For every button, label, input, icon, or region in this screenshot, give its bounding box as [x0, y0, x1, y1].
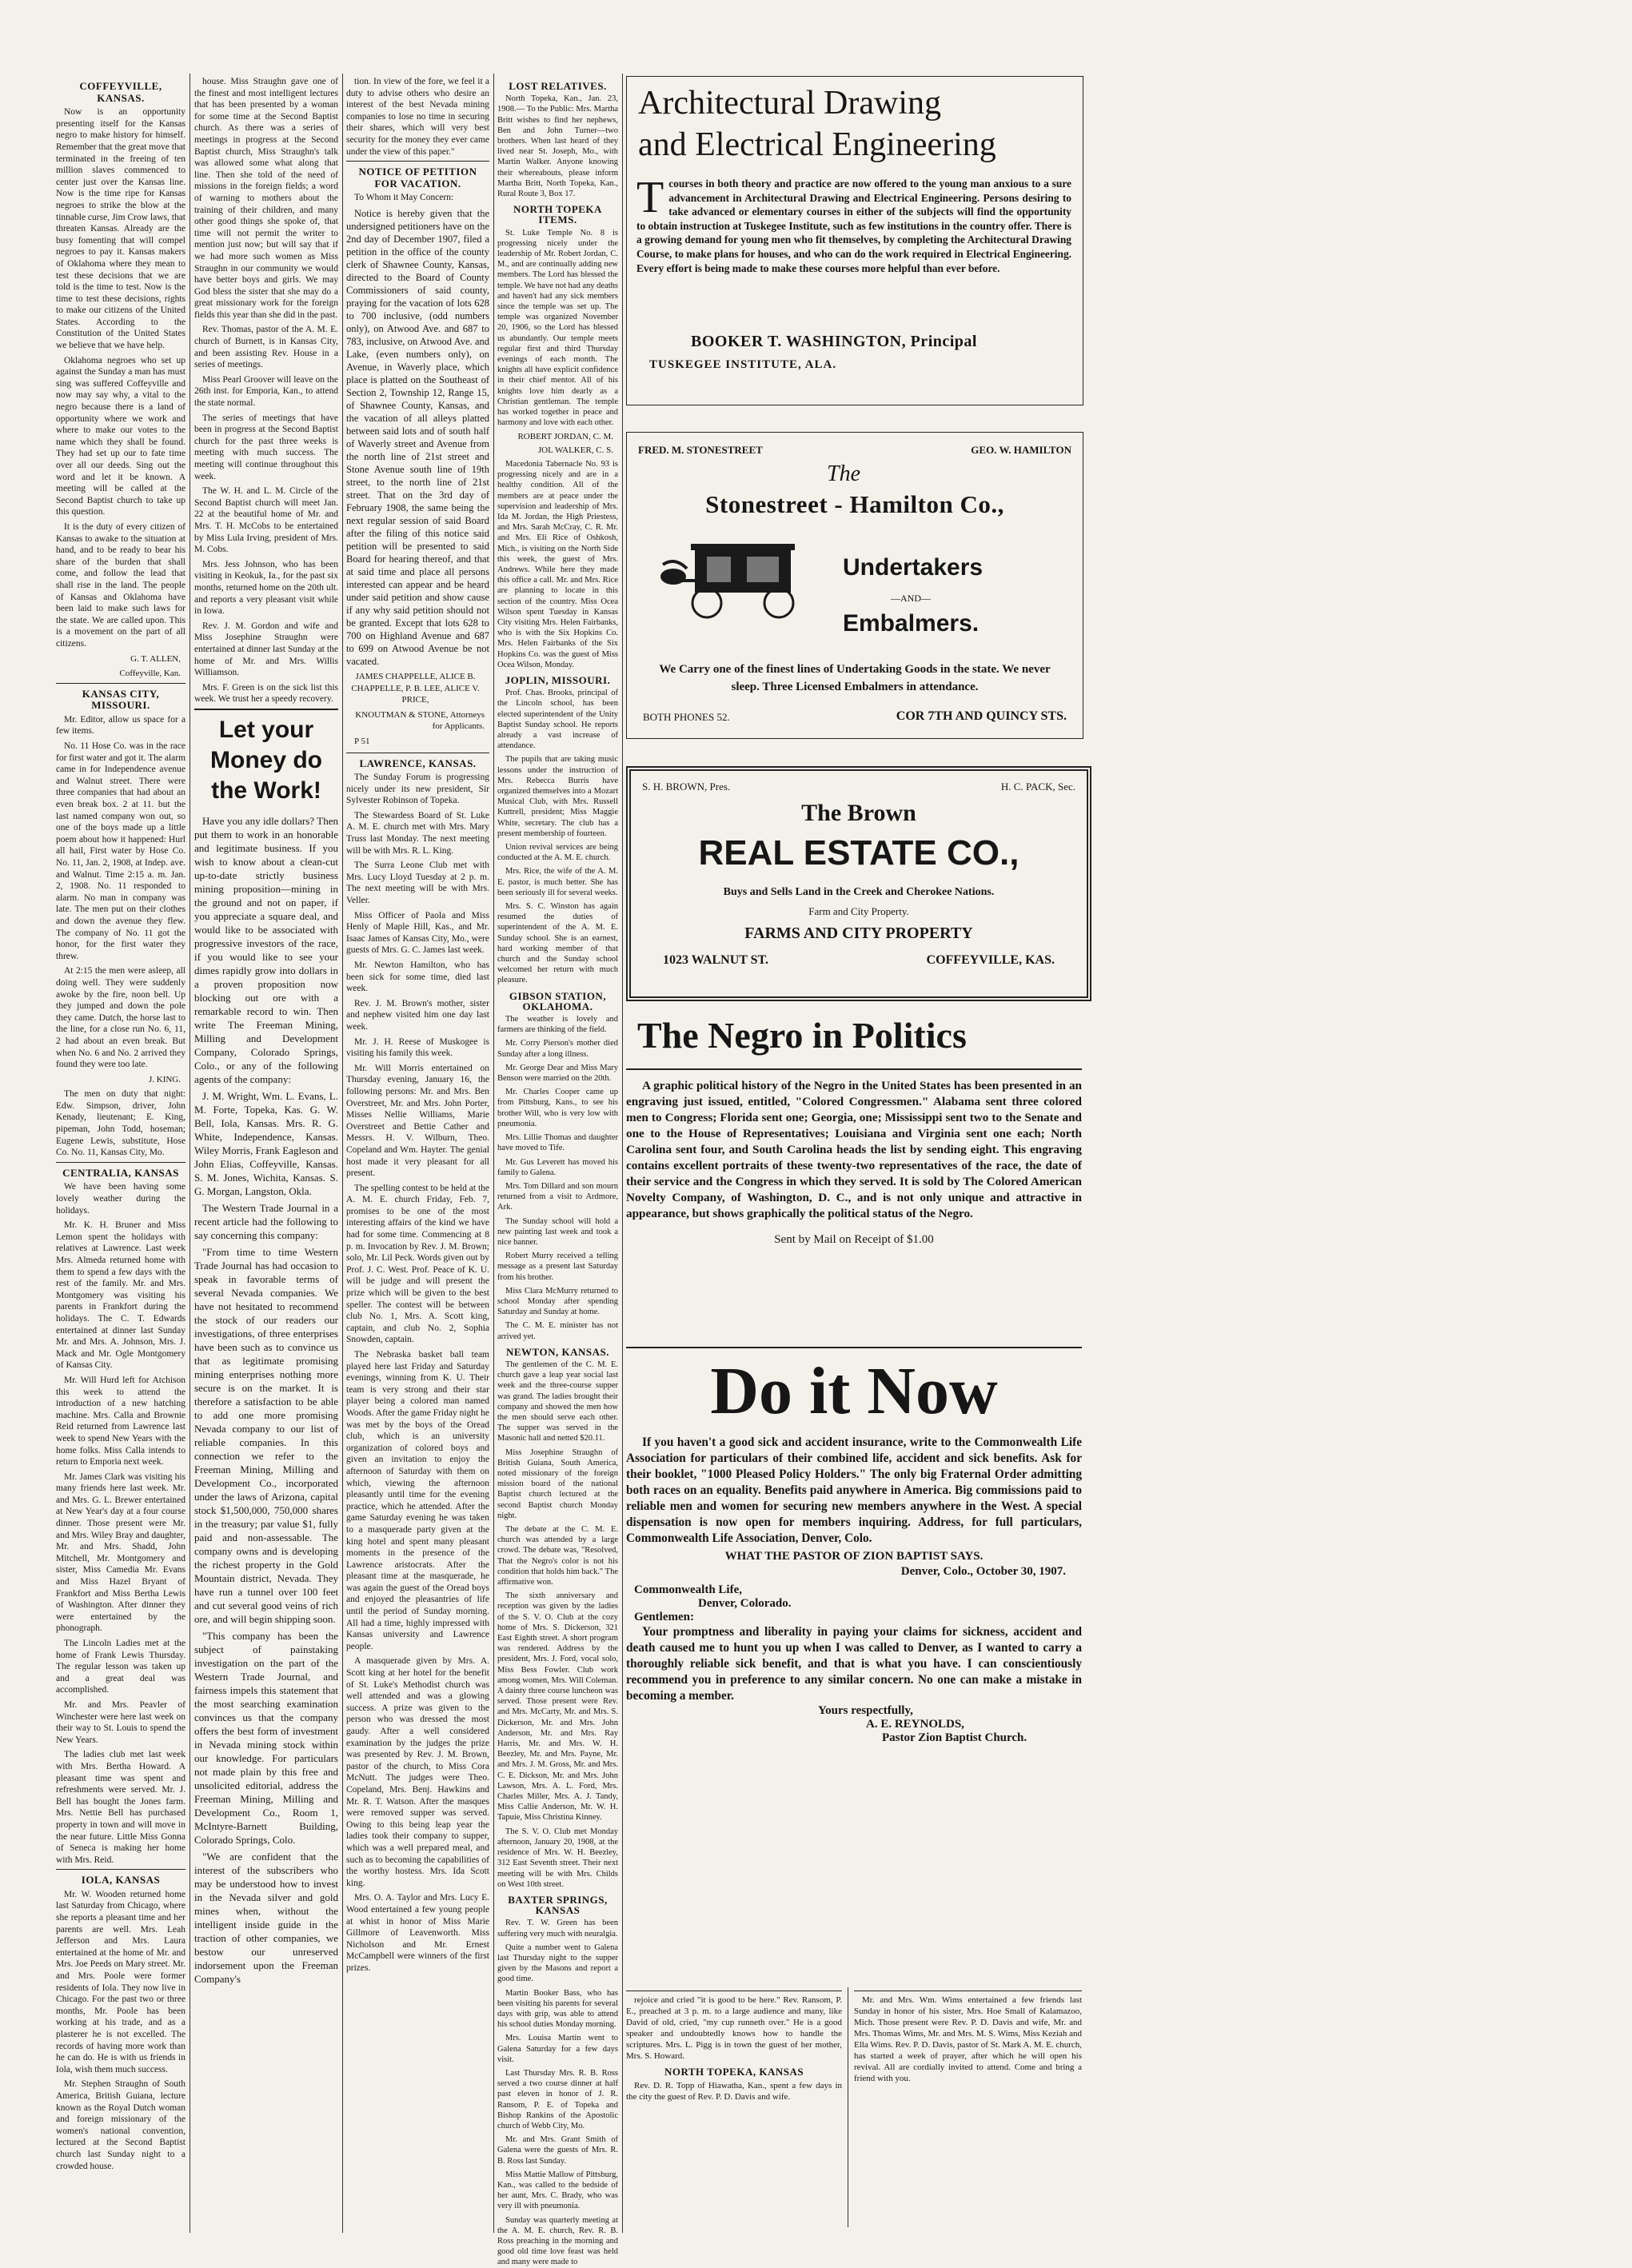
arch-title: Architectural Drawing — [638, 85, 942, 122]
paragraph: We have been having some lovely weather during the holidays. — [56, 1182, 186, 1216]
headline: CENTRALIA, KANSAS — [62, 1166, 179, 1179]
paragraph: Mr. Charles Cooper came up from Pittsburg, Kans., to see his brother Will, who is very low with pneumonia. — [497, 1088, 618, 1128]
buys-sells: Buys and Sells Land in the Creek and Cherokee Nations. — [723, 886, 995, 898]
do-it-now-ad — [626, 1344, 1082, 1967]
attorneys: KNOUTMAN & STONE, Attorneys for Applicants. — [355, 709, 485, 732]
paragraph: The sixth anniversary and reception was given by the ladies of the S. V. O. Club at the cozy home of Mrs. S. Dickerson, 321 East Eighth street. A short program was rendered. Address by the president, Mrs. J. Ford, vocal solo, Miss Bess Fowler. Club work among women, Mrs. Will Coleman. A dainty three course luncheon was served. Those present were Rev. and Mrs. McCarty, Mr. and Mrs. S. Dickerson, Mr. and Mrs. John Anderson, Mr. and Mrs. Ray Harris, Mr. and Mrs. W. H. Beezley, Mr. and Mrs. Payne, Mr. and Mrs. J. M. Gross, Mr. and Mrs. C. E. Dickson, Mr. and Mrs. John Lawson, Mrs. A. L. Ford, Mrs. Charles Miller, Mrs. A. J. Tandy, Miss Callie Anderson, Mr. W. H. Tapuie, Miss Christina Kinney. — [497, 1591, 618, 1823]
paragraph: Mr. and Mrs. Grant Smith of Galena were the guests of Mrs. R. B. Ross last Sunday. — [497, 2135, 618, 2166]
city: COFFEYVILLE, KAS. — [926, 953, 1055, 967]
architectural-ad — [626, 76, 1083, 405]
notice-number: P 51 — [354, 736, 370, 746]
paragraph: Mr. George Dear and Miss Mary Benson were married on the 20th. — [497, 1063, 618, 1084]
letter-to: Commonwealth Life, — [634, 1583, 742, 1596]
paragraph: Quite a number went to Galena last Thursday night to the supper given by the Masons and report a good time. — [497, 1943, 618, 1984]
paragraph: The W. H. and L. M. Circle of the Second Baptist church will meet Jan. 22 at the beautiful home of Mr. and Mrs. T. H. McCobs to be entertained by Miss Lula Irving, president of Mrs. M. Cobs. — [194, 486, 338, 555]
arch-body: Tcourses in both theory and practice are now offered to the young man anxious to a sure advancement in Architectural Drawing and Electrical Engineering. Persons desiring to take advanced or elementary courses in either of the subjects will find the opportunity to obtain instruction at Tuskegee Institute, such as few institutions in the country offer. There is a growing demand for young men who fit themselves, by completing the Architectural Drawing Course, to make plans for houses, and who can do the work required in Electrical Engineering. Every effort is being made to make these courses more helpful than ever before. — [636, 173, 1071, 274]
paragraph: Mr. Editor, allow us space for a few items. — [56, 714, 186, 737]
paragraph: Mr. Will Morris entertained on Thursday evening, January 16, the following persons: Mr. and Mrs. Ben Overstreet, Mr. and Mrs. John Porter, Misses Nellie Williams, Marie Overstreet and Bettie Cather and Messrs. H. V. Wilburn, Theo. Copeland and Wm. Hayter. The genial host made it very pleasant for all present. — [346, 1063, 489, 1179]
and-label: —AND— — [891, 593, 931, 604]
paragraph: The C. M. E. minister has not arrived yet. — [497, 1321, 618, 1341]
paragraph: Have you any idle dollars? Then put them to work in an honorable and legitimate business. If you wish to know about a clean-cut up-to-date strictly business mining proposition—mining in the ground and not on paper, if you appreciate a square deal, and would like to be associated with progressive investors of the race, if you would like to see your dimes rapidly grow into dollars in a proven proposition now blocking out ore with a remarkable record to win. Then write The Freeman Mining, Milling and Development Company, Colorado Springs, Colo., or any of the following agents of the company: — [194, 814, 338, 1085]
address: COR 7TH AND QUINCY STS. — [896, 709, 1067, 723]
paragraph: Mr. K. H. Bruner and Miss Lemon spent the holidays with relatives at Lawrence. Last week Mrs. Almeda returned home with them to spend a few days with the rest of the family. Mr. and Mrs. Montgomery was visiting his parents in Frankfort during the holidays. The C. T. Edwards entertained at dinner last Sunday Mr. and Mrs. A. Johnson, Mrs. J. Mack and Mr. Ogle Montgomery of Kansas City. — [56, 1220, 186, 1371]
paragraph: "This company has been the subject of painstaking investigation on the part of the Western Trade Journal, and fairness impels this statement that the most searching examination convinces us that the company offers the best form of investment in Nevada mining stock within our knowledge. For particulars not made plain by this free and unsolicited editorial, address the Freeman Mining, Milling and Development Co., Room 1, McIntyre-Barnett Building, Colorado Springs, Colo. — [194, 1629, 338, 1846]
undertakers-body: We Carry one of the finest lines of Undertaking Goods in the state. We never sleep. Three Licensed Embalmers in attendance. — [659, 663, 1051, 693]
paragraph: Oklahoma negroes who set up against the Sunday a man has must sing was suffered Coffeyville and now may say why, a vital to the negro because there is a land of opportunity where we work and where to make our votes to the name which they shall be found. They had set up our to fate time over all our deeds. Sing out the word and let it be known. A meeting will be called at the Second Baptist church to take up this question. — [56, 355, 186, 517]
letter-greeting: Gentlemen: — [634, 1611, 694, 1623]
paragraph: Mr. Gus Leverett has moved his family to Galena. — [497, 1157, 618, 1177]
paragraph: Macedonia Tabernacle No. 93 is progressing nicely and are in a healthy condition. All of the members are at peace under the supervision and leadership of Mrs. Ida M. Jordan, the High Priestess, and Mrs. Sarah McCray, C. R. Mr. and Mrs. Eli Rice of Oshkosh, Mich., is visiting on the North Side this week, the guest of Mrs. Andrews. While here they made this office a call. Mr. and Mrs. Rice are planning to locate in this section of the country. Miss Ocea Wilson spent Tuesday in Kansas City visiting Mrs. Helen Fairbanks, who is with the Six Hopkins Co. Mrs. Helen Fairbanks of the Six Hopkins Co. was the guest of Miss Ocea Wilson, Monday. — [497, 459, 618, 669]
paragraph: Mr. Stephen Straughn of South America, British Guiana, lecture known as the Royal Dutch woman and foreign missionary of the women's national convention, lectured at the Second Baptist church last Sunday night to a crowded house. — [56, 2079, 186, 2171]
paragraph: The Western Trade Journal in a recent article had the following to say concerning this company: — [194, 1201, 338, 1241]
column-rule — [493, 74, 494, 2233]
paragraph: Mr. Corry Pierson's mother died Sunday after a long illness. — [497, 1039, 618, 1059]
paragraph: Mr. and Mrs. Wm. Wims entertained a few friends last Sunday in honor of his sister, Mrs. Hoe Small of Kalamazoo, Mich. Those present were Rev. P. D. Davis and wife, Mr. and Mrs. Thomas Wims, Mr. and Mrs. M. S. Wims, Miss Keziah and Ella Wims. Rev. P. D. Davis, pastor of St. Mark A. M. E. church, has started a week of prayer, after which he will open his revival. All are cordially invited to attend. Come and bring a friend with you. — [854, 1995, 1082, 2083]
negro-politics-ad — [626, 1006, 1082, 1326]
real-estate-ad — [626, 766, 1091, 1001]
column-rule — [622, 74, 623, 2233]
headline: IOLA, KANSAS — [81, 1874, 161, 1887]
ad-body: If you haven't a good sick and accident insurance, write to the Commonwealth Life Association for particulars of their combined life, accident and sick benefits. Ask for their booklet, "1000 Pleased Policy Holders." The only big Fraternal Order admitting both races on an equality. Benefits paid anywhere in America. Big commissions paid to reliable men and women for securing new members anywhere in the West. A special dispensation is now open for members inquiring. Address, for full particulars, Commonwealth Life Association, Denver, Colo. — [626, 1435, 1082, 1545]
agents-list: J. M. Wright, Wm. L. Evans, L. M. Forte, Topeka, Kas. G. W. Bell, Iola, Kansas. Mrs. R. G. White, Independence, Kansas. Wiley Morris, Frank Eagleson and John Elias, Coffeyville, Kansas. S. M. Jones, Wichita, Kansas. S. G. Morgan, Langston, Okla. — [194, 1089, 338, 1197]
paragraph: The S. V. O. Club met Monday afternoon, January 20, 1908, at the residence of Mrs. W. H. Beezley, 312 East Seventh street. Their next meeting will be with Mrs. Childs on West 10th street. — [497, 1827, 618, 1889]
paragraph: rejoice and cried "it is good to be here." Rev. Ransom, P. E., preached at 3 p. m. to a large audience and many, like David of old, cried, "my cup runneth over." He is a good speaker and undoubtedly knows how to handle the scriptures. Mrs. L. Pigg is in town the guest of her mother, Mrs. S. Howard. — [626, 1995, 842, 2061]
money-ad-title: Let your Money do the Work! — [210, 716, 322, 804]
paragraph: The gentlemen of the C. M. E. church gave a leap year social last week and the three-course supper was grand. The ladies brought their company and showed the men how the men should serve each other. The supper was served in the Masonic hall and netted $20.11. — [497, 1360, 618, 1443]
paragraph: The series of meetings that have been in progress at the Second Baptist church for the past three weeks is meeting with much success. The meeting will continue throughout this week. — [194, 413, 338, 481]
paragraph: The Nebraska basket ball team played here last Friday and Saturday evenings, winning from K. U. Their team is very strong and their star player being a colored man named Woods. After the game Friday night he was met by the boys of the Oread club, which is an university organization of colored boys and given an invitation to enjoy the afternoon of Saturday with them on which, viewing the afternoon pleasantly until time for the evening practice, which he attended. After the game Saturday evening he was taken to a masquerade party given at the king hotel and spent many pleasant moments in the presence of the Lawrence aristocrats. After the pleasant time at the masquerade, he was again the guest of the Oread boys and enjoyed the pleasantries of life until the period of Sunday morning. All had a time, highly impressed with Kansas university and Lawrence people. — [346, 1350, 489, 1651]
headline: JOPLIN, MISSOURI. — [505, 673, 611, 686]
letter-close: Yours respectfully, — [818, 1704, 913, 1717]
street: 1023 WALNUT ST. — [663, 953, 769, 967]
paragraph: Sunday was quarterly meeting at the A. M. E. church, Rev. R. B. Ross preaching in the morning and good old time love feast was held and many were made to — [497, 2215, 618, 2267]
paragraph: North Topeka, Kan., Jan. 23, 1908.— To the Public: Mrs. Martha Britt wishes to find her nephews, Ben and John Turner—two brothers. When last heard of they lived near St. Joseph, Mo., with Martin Walker. Anyone knowing their whereabouts, please inform Martha Britt, North Topeka, Kan., Rural Route 3, Box 17. — [497, 94, 618, 199]
paragraph: The pupils that are taking music lessons under the instruction of Mrs. Rebecca Burris have organized themselves into a Mozart Musical Club, with Mrs. Russell Kuttrell, president; Miss Maggie White, secretary. The club has a present membership of fourteen. — [497, 755, 618, 838]
paragraph: Rev. T. W. Green has been suffering very much with neuralgia. — [497, 1919, 618, 1939]
hearse-icon — [659, 533, 819, 621]
paragraph: Mr. J. H. Reese of Muskogee is visiting his family this week. — [346, 1036, 489, 1059]
embalmers-label: Embalmers. — [843, 610, 980, 637]
signature: J. KING. — [148, 1074, 181, 1084]
paragraph: Miss Officer of Paola and Miss Henly of Maple Hill, Kas., and Mr. Isaac James of Kansas City, Mo., were guests of Mrs. G. C. James last week. — [346, 910, 489, 956]
paragraph: Rev. Thomas, pastor of the A. M. E. church of Burnett, is in Kansas City, and been assisting Rev. House in a series of meetings. — [194, 325, 338, 370]
letter-body: Your promptness and liberality in paying your claims for sickness, accident and death caused me to hunt you up when I was called to Denver, as I wanted to carry a thoroughly reliable sick benefit, and that is what you have. I can conscientiously recommend you in preference to any similar concern. No one can make a mistake in becoming a member. — [626, 1625, 1082, 1703]
column-rule — [342, 74, 343, 2233]
paragraph: The ladies club met last week with Mrs. Bertha Howard. A pleasant time was spent and refreshments were served. Mr. J. Bell has bought the Jones farm. Mrs. Nettie Bell has purchased property in town and will move in the near future. Little Miss Gonna of Seneca is making her home with Mrs. Reid. — [56, 1750, 186, 1865]
arch-institute: TUSKEGEE INSTITUTE, ALA. — [649, 358, 837, 371]
the-brown: The Brown — [801, 800, 916, 826]
paragraph: The Surra Leone Club met with Mrs. Lucy Lloyd Tuesday at 2 p. m. The next meeting will be with Mrs. Veller. — [346, 860, 489, 906]
paragraph: The Lincoln Ladies met at the home of Frank Lewis Thursday. The regular lesson was taken up and a great deal was accomplished. — [56, 1639, 186, 1695]
ad-subhead: WHAT THE PASTOR OF ZION BAPTIST SAYS. — [724, 1550, 984, 1563]
paragraph: Notice is hereby given that the undersigned petitioners have on the 2nd day of December 1907, filed a petition in the office of the county clerk of Shawnee County, Kansas, directed to the Board of County Commissioners of said county, praying for the vacation of lots 628 to 700 inclusive, (odd numbers only), on Atwood Ave. and 687 to 783, inclusive, on Atwood Ave. and Lake, (even numbers only), on Avenue, in Waverly place, which place is platted on the Southeast of Section 2, Township 12, Range 15, of Shawnee County, Kansas, and the vacation of all alleys platted between said lots and of south half of Waverly street and Avenue from the north line of 21st street and Stone Avenue south line of 19th street, to the north line of 21st street. That on the 3rd day of February 1908, the same being the next regular session of said Board after the filing of this notice said petition will be presented to said Board for hearing thereof, and that at said time and place all persons interested can appear and be heard under said petition and show cause if any why said petition should not be granted. Except that lots 628 to 700 on Highland Avenue and 687 to 699 on Atwood Avenue be not vacated. — [346, 207, 489, 667]
paragraph: Mr. and Mrs. Peavler of Winchester were here last week on their way to St. Louis to spend the New Years. — [56, 1699, 186, 1745]
headline: LAWRENCE, KANSAS. — [359, 757, 477, 769]
ad-title: The Negro in Politics — [637, 1015, 967, 1056]
headline: GIBSON STATION, OKLAHOMA. — [509, 989, 607, 1012]
paragraph: Martin Booker Bass, who has been visiting his parents for several days with grip, was able to attend his school duties Monday morning. — [497, 1988, 618, 2030]
paragraph: Mr. Newton Hamilton, who has been sick for some time, died last week. — [346, 960, 489, 994]
paragraph: The weather is lovely and farmers are thinking of the field. — [497, 1015, 618, 1035]
paragraph: Mrs. Lillie Thomas and daughter have moved to Tife. — [497, 1133, 618, 1153]
the-label: The — [827, 461, 860, 486]
signature: Coffeyville, Kan. — [119, 669, 181, 679]
paragraph: The men on duty that night: Edw. Simpson, driver, John Kenady, lieutenant; E. King, pipeman, John Todd, hoseman; Eugene Lewis, substitute, Hose Co. No. 11, Kansas City, Mo. — [56, 1089, 186, 1158]
ad-body: A graphic political history of the Negro in the United States has been presented in an engraving just issued, entitled, "Colored Congressmen." Alabama sent three colored men to Congress; Florida sent one; Georgia, one; Mississippi sent two to the Senate and one to the House of Representatives; Louisiana and Virginia sent one each; North Carolina sent four, and South Carolina heads the list by sending eight. This engraving contains excellent portraits of these twenty-two representatives of the race, the date of their service and the Congress in which they served. It is sold by The Colored American Novelty Company, of Washington, D. C., and is not only unique and attractive in appearance, but shows graphically the political status of the Negro. — [626, 1079, 1082, 1220]
paragraph: tion. In view of the fore, we feel it a duty to advise others who desire an interest of the best Nevada mining companies to lose no time in securing their shares, which will very best security for the money they ever came under the view of this paper." — [346, 77, 489, 157]
bottom-left-text — [626, 1987, 842, 2227]
paragraph: Mrs. F. Green is on the sick list this week. We trust her a speedy recovery. — [194, 682, 338, 705]
arch-title: and Electrical Engineering — [638, 126, 996, 163]
paragraph: house. Miss Straughn gave one of the finest and most intelligent lectures that has been presented by a woman for some time at the Second Baptist church. As there was a series of meetings in progress at the Second Baptist church, Miss Straughn's talk was allowed some what along that line. Then she told of the need of missions in the foreign fields; a word of warning to mothers about the training of their children, and many other good things she spoke of, that time will not permit the writer to mention just now; but will say that if we had more such women as Miss Straughn in our community we would have better boys and girls. We may God bless the sister that she may do a great missionary work for the foreign fields this year than she did in the past. — [194, 77, 338, 320]
headline: LOST RELATIVES. — [509, 80, 607, 92]
farm-city: Farm and City Property. — [808, 905, 909, 917]
paragraph: Miss Pearl Groover will leave on the 26th inst. for Emporia, Kan., to attend the state normal. — [194, 374, 338, 409]
signature: G. T. ALLEN, — [130, 653, 181, 664]
letter-title: Pastor Zion Baptist Church. — [882, 1731, 1027, 1744]
paragraph: Rev. D. R. Topp of Hiawatha, Kan., spent a few days in the city the guest of Rev. P. D. Davis and wife. — [626, 2081, 842, 2102]
paragraph: St. Luke Temple No. 8 is progressing nicely under the leadership of Mr. Robert Jordan, C. M., and are continually adding new members. The Lord has blessed the temple. We have not had any deaths and haven't had any sick members since the temple was set up. The temple was organized November 20, 1906, so the Lord has blessed us abundantly. Our temple meets regular first and third Thursday evenings of each month. The knights all have explicit confidence in their chief mentor. All of his knights love him dearly as a Christian gentleman. The temple has worked together in peace and harmony and love with each other. — [497, 228, 618, 428]
headline: NEWTON, KANSAS. — [506, 1345, 609, 1358]
paragraph: Mrs. Jess Johnson, who has been visiting in Keokuk, Ia., for the past six months, returned home on the 20th ult. and reports a very pleasant visit while in Iowa. — [194, 559, 338, 617]
president: S. H. BROWN, Pres. — [642, 781, 731, 793]
paragraph: Rev. J. M. Gordon and wife and Miss Josephine Straughn were entertained at dinner last Sunday at the home of Mr. and Mrs. Willis Williamson. — [194, 621, 338, 678]
paragraph: Mrs. O. A. Taylor and Mrs. Lucy E. Wood entertained a few young people at whist in honor of Miss Marie Gillmore of Leavenworth. Miss Nicholson and Mr. Ernest McCampbell were winners of the first prizes. — [346, 1893, 489, 1973]
paragraph: It is the duty of every citizen of Kansas to awake to the situation at hand, and to be ready to bear his share of the burden that shall come, and follow the lead that shall rise in the land. The people of Kansas and Oklahoma have been laid to make such laws for the state. We are called upon. This is a movement on the part of all citizens. — [56, 521, 186, 649]
ad-name-left: FRED. M. STONESTREET — [638, 444, 763, 456]
headline: NORTH TOPEKA ITEMS. — [513, 203, 602, 226]
company-name: Stonestreet - Hamilton Co., — [705, 490, 1004, 518]
company-name: REAL ESTATE CO., — [698, 833, 1020, 872]
column-3 — [346, 76, 489, 2239]
paragraph: The debate at the C. M. E. church was attended by a large crowd. The debate was, "Resolved, That the Negro's color is not his condition that holds him back." The affirmative won. — [497, 1525, 618, 1587]
paragraph: The Sunday Forum is progressing nicely under its new president, Sir Sylvester Robinson of Topeka. — [346, 773, 489, 806]
paragraph: The Sunday school will hold a new painting last week and took a nice banner. — [497, 1216, 618, 1247]
paragraph: Union revival services are being conducted at the A. M. E. church. — [497, 843, 618, 863]
paragraph: "From time to time Western Trade Journal has had occasion to speak in favorable terms of several Nevada companies. We have not hesitated to recommend the stock of our readers our investigations, of three enterprises have been such as to convince us that as legitimate promising mining enterprises nothing more secure is on the market. It is therefore a satisfaction to be able to add one more promising Nevada company to our list of reliable companies. In this connection we refer to the Freeman Mining, Milling and Development Co., incorporated under the laws of Arizona, capital stock $1,500,000, 750,000 shares in the treasury; par value $1, fully paid and non-assessable. The company owns and is developing the richest property in the Gold Mountain district, Nevada. They have run a tunnel over 100 feet and cut several good veins of rich ore, and will begin shipping soon. — [194, 1245, 338, 1625]
signature: ROBERT JORDAN, C. M. — [517, 431, 613, 441]
signers: JAMES CHAPPELLE, ALICE B. CHAPPELLE, P. B. LEE, ALICE V. PRICE, — [351, 671, 480, 705]
paragraph: Prof. Chas. Brooks, principal of the Lincoln school, has been elected superintendent of the Unity Baptist Sunday school. He reports already a vast increase of attendance. — [497, 689, 618, 751]
headline: COFFEYVILLE, KANSAS. — [79, 80, 162, 104]
paragraph: Mrs. S. C. Winston has again resumed the duties of superintendent of the A. M. E. Sunday school. She is an earnest, hard working member of that church and the Sunday school welcomed her return with much pleasure. — [497, 902, 618, 985]
headline: NOTICE OF PETITION FOR VACATION. — [358, 166, 477, 190]
paragraph: No. 11 Hose Co. was in the race for first water and got it. The alarm came in for Independence avenue and Walnut street. There were three companies that had about an even break box. 2 at 11. but the last named company won out, so one of the boys made up a little poem about how it happened: Hurl all hail, First water by Hose Co. No. 11, Jan. 2, 1908, at Indep. ave. and Walnut. Time 2:15 a. m. Jan. 2, 1908. No. 11 responded to alarm. No man in company was late. The men put on their clothes and down the avenue they flew. The company of No. 11 got the honor, for the first water they threw. — [56, 741, 186, 961]
bottom-right-text — [854, 1987, 1082, 2227]
letter-name: A. E. REYNOLDS, — [866, 1718, 964, 1731]
paragraph: Mrs. Rice, the wife of the A. M. E. pastor, is much better. She has been seriously ill for several weeks. — [497, 867, 618, 897]
paragraph: Miss Clara McMurry returned to school Monday after spending Saturday and Sunday at home. — [497, 1286, 618, 1317]
paragraph: Mrs. Louisa Martin went to Galena Saturday for a few days visit. — [497, 2034, 618, 2064]
undertakers-ad — [626, 432, 1083, 739]
paragraph: Rev. J. M. Brown's mother, sister and nephew visited him one day last week. — [346, 998, 489, 1032]
paragraph: Miss Josephine Straughn of British Guiana, South America, noted missionary of the foreign mission board of the national Baptist church lectured at the second Baptist church Monday night. — [497, 1447, 618, 1520]
phones: BOTH PHONES 52. — [643, 711, 730, 723]
headline: NORTH TOPEKA, KANSAS — [664, 2066, 804, 2078]
paragraph: Mr. James Clark was visiting his many friends here last week. Mr. and Mrs. G. L. Brewer entertained at New Year's day at a four course dinner. Those present were Mr. and Mrs. Wiley Bray and daughter, Mr. and Mrs. Shadd, John Mitchell, Mr. Montgomery and sister, Miss Camedia Mr. Evans and Miss Hazel Bryant of Frankfort and Miss Bertha Lewis of Washington. After dinner they were entertained by the phonograph. — [56, 1471, 186, 1634]
column-2 — [194, 76, 338, 2239]
paragraph: Now is an opportunity presenting itself for the Kansas negro to make history for himself. Remember that the great move that terminated in the freeing of ten million slaves commenced to center just over the Kansas line. Now is the time ripe for Kansas negroes to strike the blow at the tinnable curse, Jim Crow laws, that threaten Kansas. Already are the busy fomenting that will compel negroes to pay it. Kansas makers of Oklahoma where they mean to test these decisions that we are told is the time to test. Now is the time to test these decisions, rights to make our citizens of the United States. According to the Constitution of the United States we believe that we have help. — [56, 107, 186, 351]
undertakers-label: Undertakers — [843, 554, 984, 581]
paragraph: Mrs. Tom Dillard and son mourn returned from a visit to Ardmore, Ark. — [497, 1181, 618, 1212]
paragraph: Miss Mattie Mallow of Pittsburg, Kan., was called to the bedside of her aunt, Mrs. C. Brady, who was very ill with pneumonia. — [497, 2170, 618, 2211]
paragraph: The Stewardess Board of St. Luke A. M. E. church met with Mrs. Mary Truss last Monday. The next meeting will be with Mrs. R. L. King. — [346, 810, 489, 856]
ad-price: Sent by Mail on Receipt of $1.00 — [774, 1233, 934, 1246]
ad-title: Do it Now — [710, 1354, 998, 1428]
paragraph: Robert Murry received a telling message as a present last Saturday from his brother. — [497, 1252, 618, 1282]
signature: JOL WALKER, C. S. — [537, 445, 613, 455]
paragraph: At 2:15 the men were asleep, all doing well. They were suddenly awoke by the fire, noon bell. Up they jumped and down the pole they came. Dutch, the horse last to the line, for a close run No. 6, 11, 2 had about an even break. But when No. 6 and No. 2 arrived they found they were too late. — [56, 966, 186, 1070]
letter-to: Denver, Colorado. — [698, 1597, 792, 1610]
farms-city-property: FARMS AND CITY PROPERTY — [744, 924, 973, 942]
ad-name-right: GEO. W. HAMILTON — [971, 444, 1071, 456]
paragraph: The spelling contest to be held at the A. M. E. church Friday, Feb. 7, promises to be one of the most interesting affairs of the kind we have had for some time. Commencing at 8 p. m. Invocation by Rev. J. M. Brown; solo, Mr. Lil Peck. Words given out by Prof. J. C. West. Prof. Peace of K. U. will be judge and will present the prize which will be given to the best speller. The contest will be between club No. 1, Mrs. A. Scott king, captain, and club No. 2, Sophia Snowden, captain. — [346, 1183, 489, 1345]
column-4 — [497, 76, 618, 2267]
paragraph: Last Thursday Mrs. R. B. Ross served a two course dinner at half past eleven in honor of J. R. Ransom, P. E. of Topeka and Bishop Rankins of the Apostolic church of Webb City, Mo. — [497, 2068, 618, 2130]
letter-date: Denver, Colo., October 30, 1907. — [900, 1565, 1066, 1578]
paragraph: A masquerade given by Mrs. A. Scott king at her hotel for the benefit of St. Luke's Methodist church was well attended and was a glowing success. A prize was given to the person who was dressed the most gaudy. After a well considered examination by the judges the prize was presented by Rev. J. M. Brown, pastor of the church, to Miss Cora McNutt. The judges were Theo. Copeland, Mrs. Benj. Hawkins and Mr. R. T. Watson. After the masques were removed supper was served. Owing to this being leap year the ladies took their company to supper, which was a well prepared meal, and such as to becoming the capabilities of the worthy hostess. Mrs. Ida Scott king. — [346, 1656, 489, 1888]
paragraph: Mr. W. Wooden returned home last Saturday from Chicago, where she reports a pleasant time and her parents are well. Mrs. Leah Jefferson and Mrs. Laura entertained at the home of Mr. and Mrs. Joe Peeds on Mary street. Mr. and Mrs. Poole were former residents of Iola. They now live in Chicago. For the past two or three months, Mr. Poole has been working at his trade, and as a plasterer he is not excelled. The records of having more work than he can do. He is with us friends in Iola, wish them much success. — [56, 1889, 186, 2074]
paragraph: "We are confident that the interest of the subscribers who may be understood how to invest in the Nevada silver and gold mines when, without the intelligent inside guide in the traction of other companies, we bestow our unreserved indorsement upon the Freeman Company's — [194, 1850, 338, 1985]
paragraph: Mr. Will Hurd left for Atchison this week to attend the introduction of a new hatching machine. Mrs. Calla and Brownie Reid returned from Lawrence last week to spend New Years with the home folks. Miss Calla intends to return to Emporia next week. — [56, 1375, 186, 1467]
arch-signature: BOOKER T. WASHINGTON, Principal — [691, 333, 977, 350]
column-1 — [56, 76, 186, 2239]
arch-body-text: courses in both theory and practice are now offered to the young man anxious to a sure advancement in Architectural Drawing and Electrical Engineering. Persons desiring to take advanced or elementary courses in either of the subjects will find the opportunity to obtain instruction at Tuskegee Institute, such as few institutions in the country offer. There is a growing demand for young men who fit themselves, by completing the Architectural Drawing Course, to make plans for houses, and who can do the work required in Electrical Engineering. Every effort is being made to make these courses more helpful than ever before. — [636, 178, 1071, 274]
headline: BAXTER SPRINGS, KANSAS — [508, 1893, 608, 1917]
headline: KANSAS CITY, MISSOURI. — [82, 687, 160, 712]
secretary: H. C. PACK, Sec. — [1000, 781, 1075, 793]
paragraph: To Whom it May Concern: — [354, 193, 454, 203]
